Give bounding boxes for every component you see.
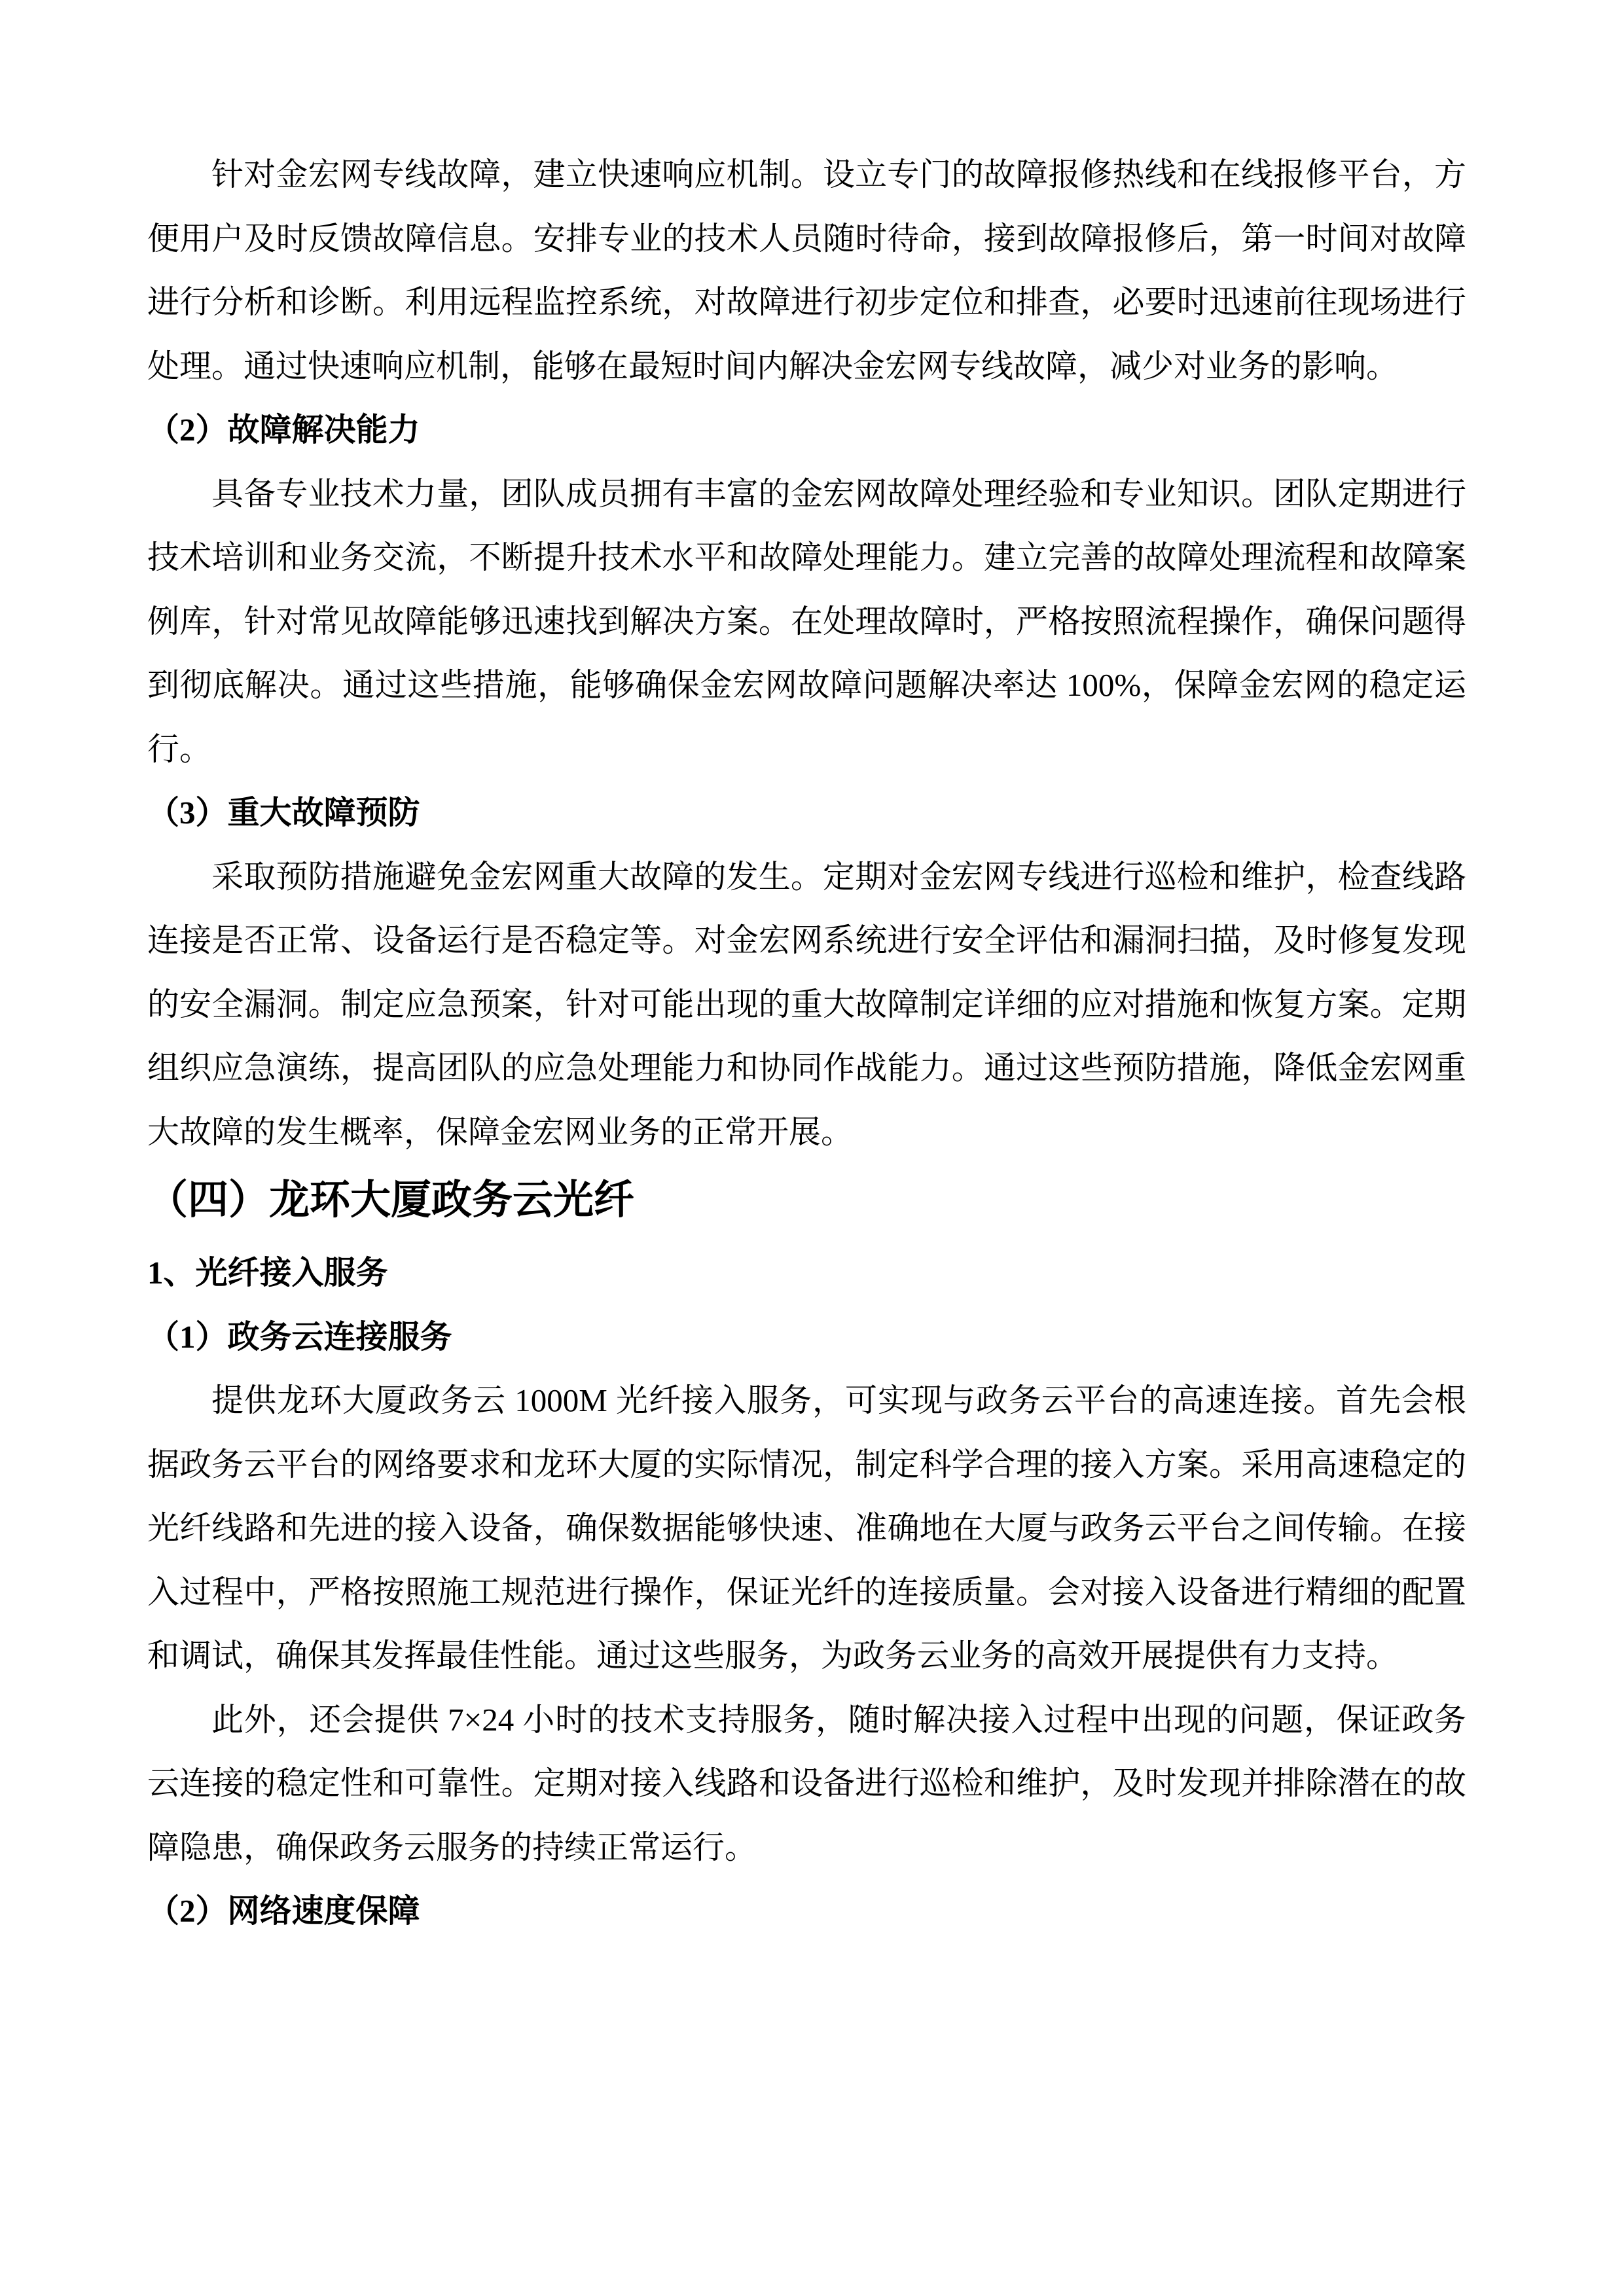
paragraph-tech-support-7x24: 此外，还会提供 7×24 小时的技术支持服务，随时解决接入过程中出现的问题，保证政务云连接的稳定性和可靠性。定期对接入线路和设备进行巡检和维护，及时发现并排除潜在的故障隐患，确保政务云服务的持续正常运行。: [147, 1701, 1466, 1865]
heading-major-fault-prevention: （3）重大故障预防: [147, 795, 420, 831]
paragraph-fast-response: 针对金宏网专线故障，建立快速响应机制。设立专门的故障报修热线和在线报修平台，方便用户及时反馈故障信息。安排专业的技术人员随时待命，接到故障报修后，第一时间对故障进行分析和诊断。利用远程监控系统，对故障进行初步定位和排查，必要时迅速前往现场进行处理。通过快速响应机制，能够在最短时间内解决金宏网专线故障，减少对业务的影响。: [147, 156, 1466, 384]
heading-network-speed-guarantee: （2）网络速度保障: [147, 1893, 420, 1929]
heading-gov-cloud-connection-service: （1）政务云连接服务: [147, 1318, 452, 1355]
paragraph-gov-cloud-connection: 提供龙环大厦政务云 1000M 光纤接入服务，可实现与政务云平台的高速连接。首先会根据政务云平台的网络要求和龙环大厦的实际情况，制定科学合理的接入方案。采用高速稳定的光纤线路和先进的接入设备，确保数据能够快速、准确地在大厦与政务云平台之间传输。在接入过程中，严格按照施工规范进行操作，保证光纤的连接质量。会对接入设备进行精细的配置和调试，确保其发挥最佳性能。通过这些服务，为政务云业务的高效开展提供有力支持。: [147, 1382, 1466, 1674]
heading-fault-resolution-capability: （2）故障解决能力: [147, 412, 420, 448]
paragraph-fault-resolution: 具备专业技术力量，团队成员拥有丰富的金宏网故障处理经验和专业知识。团队定期进行技术培训和业务交流，不断提升技术水平和故障处理能力。建立完善的故障处理流程和故障案例库，针对常见故障能够迅速找到解决方案。在处理故障时，严格按照流程操作，确保问题得到彻底解决。通过这些措施，能够确保金宏网故障问题解决率达 100%，保障金宏网的稳定运行。: [147, 475, 1466, 767]
heading-section-longhuan-building-gov-cloud-fiber: （四）龙环大厦政务云光纤: [147, 1178, 635, 1223]
paragraph-fault-prevention: 采取预防措施避免金宏网重大故障的发生。定期对金宏网专线进行巡检和维护，检查线路连接是否正常、设备运行是否稳定等。对金宏网系统进行安全评估和漏洞扫描，及时修复发现的安全漏洞。制定应急预案，针对可能出现的重大故障制定详细的应对措施和恢复方案。定期组织应急演练，提高团队的应急处理能力和协同作战能力。通过这些预防措施，降低金宏网重大故障的发生概率，保障金宏网业务的正常开展。: [147, 858, 1466, 1150]
heading-fiber-access-service: 1、光纤接入服务: [147, 1255, 388, 1291]
